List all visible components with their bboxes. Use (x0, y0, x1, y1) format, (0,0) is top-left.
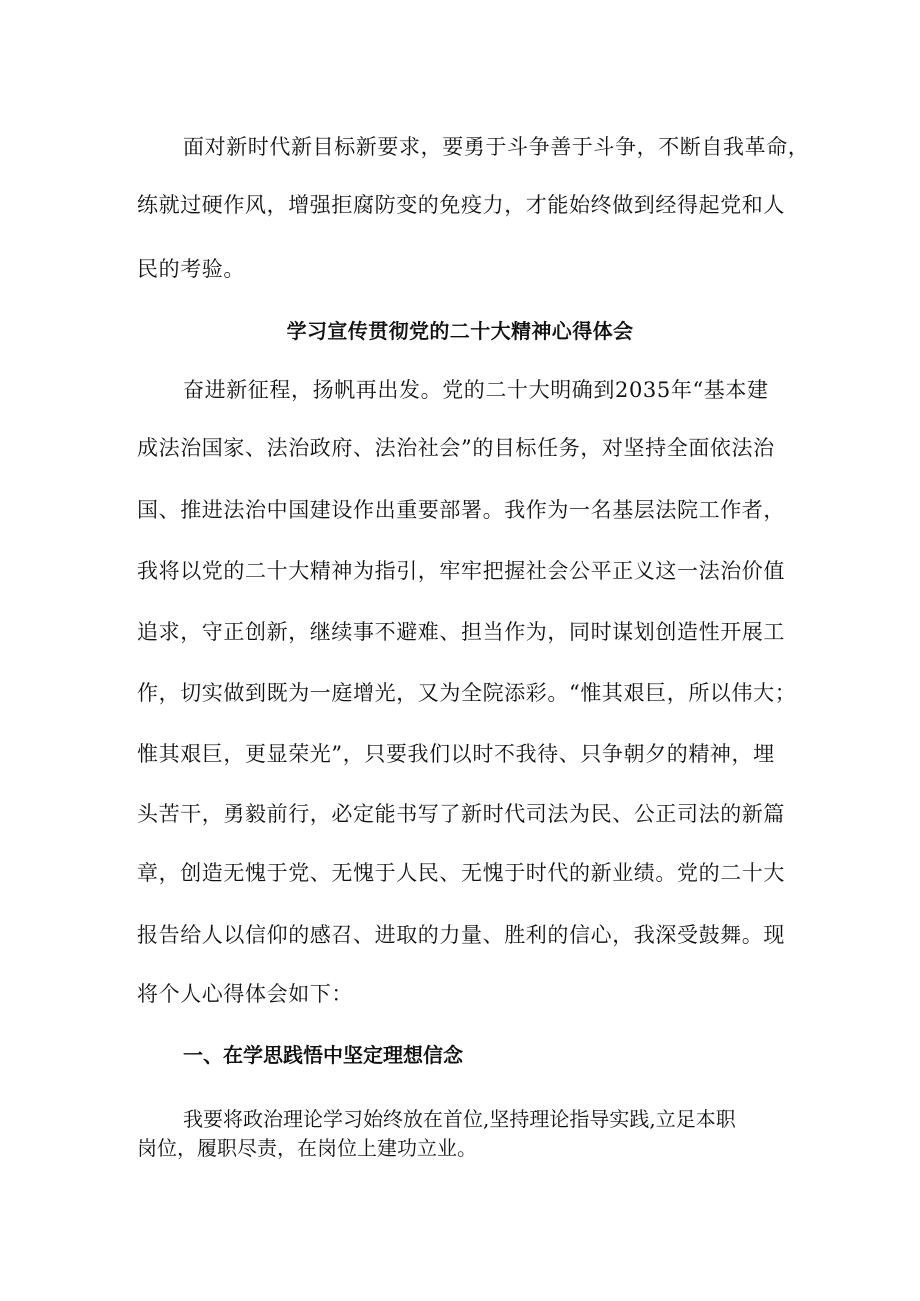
paragraph-line: 奋进新征程，扬帆再出发。党的二十大明确到2035年“基本建 (183, 378, 769, 402)
paragraph-line: 国、推进法治中国建设作出重要部署。我作为一名基层法院工作者， (137, 498, 785, 522)
paragraph-line: 惟其艰巨，更显荣光”，只要我们以时不我待、只争朝夕的精神，埋 (137, 742, 775, 766)
paragraph-line: 面对新时代新目标新要求，要勇于斗争善于斗争，不断自我革命， (183, 135, 810, 159)
document-title: 学习宣传贯彻党的二十大精神心得体会 (286, 319, 634, 343)
paragraph-line: 我要将政治理论学习始终放在首位,坚持理论指导实践,立足本职 (183, 1107, 736, 1131)
paragraph-line: 作，切实做到既为一庭增光，又为全院添彩。“惟其艰巨，所以伟大； (137, 681, 797, 705)
paragraph-line: 将个人心得体会如下： (137, 982, 353, 1006)
paragraph-line: 成法治国家、法治政府、法治社会”的目标任务，对坚持全面依法治 (137, 436, 775, 460)
paragraph-line: 追求，守正创新，继续事不避难、担当作为，同时谋划创造性开展工 (137, 620, 785, 644)
section-heading: 一、在学思践悟中坚定理想信念 (183, 1043, 463, 1067)
paragraph-line: 民的考验。 (137, 257, 245, 281)
paragraph-line: 章，创造无愧于党、无愧于人民、无愧于时代的新业绩。党的二十大 (137, 861, 785, 885)
paragraph-line: 我将以党的二十大精神为指引，牢牢把握社会公平正义这一法治价值 (137, 559, 785, 583)
paragraph-line: 报告给人以信仰的感召、进取的力量、胜利的信心，我深受鼓舞。现 (137, 923, 785, 947)
paragraph-line: 岗位，履职尽责，在岗位上建功立业。 (137, 1136, 477, 1160)
paragraph-line: 头苦干，勇毅前行，必定能书写了新时代司法为民、公正司法的新篇 (137, 802, 785, 826)
paragraph-line: 练就过硬作风，增强拒腐防变的免疫力，才能始终做到经得起党和人 (137, 193, 785, 217)
